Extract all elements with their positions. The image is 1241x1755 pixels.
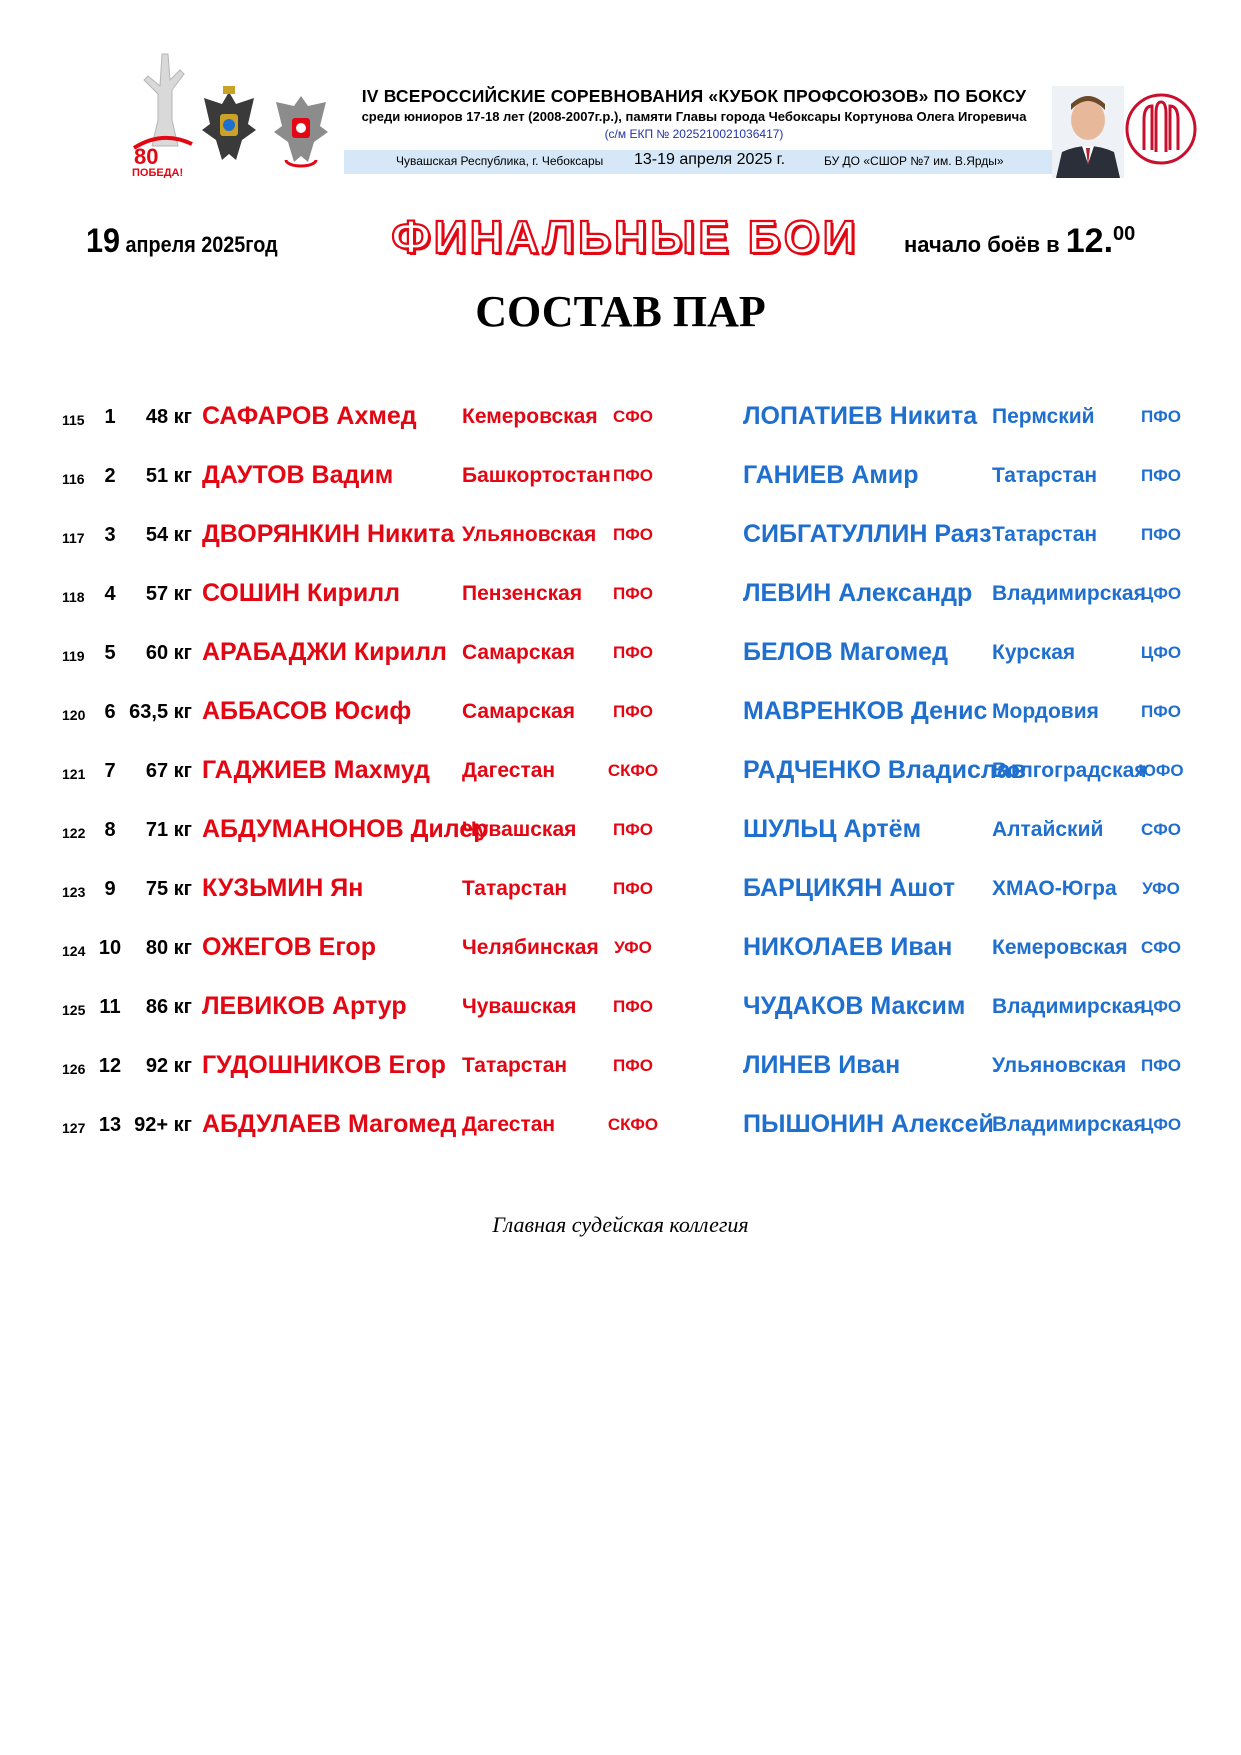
judges-signature: Главная судейская коллегия — [492, 1212, 749, 1237]
blue-corner-name: БАРЦИКЯН Ашот — [743, 874, 955, 902]
red-corner-district: СФО — [612, 407, 653, 426]
red-corner-district: УФО — [614, 938, 652, 957]
red-corner-region: Татарстан — [462, 1054, 568, 1077]
event-place: Чувашская Республика, г. Чебоксары — [396, 154, 604, 168]
red-corner-region: Башкортостан — [462, 464, 611, 487]
blue-corner-region: Пермский — [992, 405, 1095, 428]
bout-number: 125 — [62, 1002, 86, 1018]
blue-corner-name: СИБГАТУЛЛИН Раяз — [743, 520, 992, 548]
bout-number: 121 — [62, 766, 86, 782]
blue-corner-district: ПФО — [1141, 525, 1181, 544]
red-corner-name: АББАСОВ Юсиф — [202, 697, 412, 725]
pair-number: 4 — [104, 583, 116, 605]
pair-row — [0, 933, 1241, 973]
blue-corner-district: ЦФО — [1140, 1115, 1182, 1134]
blue-corner-region: Владимирская — [992, 1113, 1146, 1136]
pair-row — [0, 579, 1241, 619]
red-corner-name: СОШИН Кирилл — [202, 579, 400, 607]
blue-corner-region: Ульяновская — [992, 1054, 1127, 1077]
weight-class: 80 кг — [145, 937, 192, 959]
pair-number: 13 — [98, 1114, 122, 1136]
blue-corner-name: ЛЕВИН Александр — [743, 579, 973, 607]
pair-row — [0, 638, 1241, 678]
pair-number: 10 — [98, 937, 122, 959]
svg-text:ПОБЕДА!: ПОБЕДА! — [132, 167, 184, 178]
red-corner-region: Кемеровская — [462, 405, 598, 428]
pair-number: 9 — [104, 878, 116, 900]
weight-class: 71 кг — [145, 819, 192, 841]
weight-class: 57 кг — [145, 583, 192, 605]
bout-number: 123 — [62, 884, 86, 900]
blue-corner-name: НИКОЛАЕВ Иван — [743, 933, 953, 961]
blue-corner-region: Владимирская — [992, 995, 1146, 1018]
blue-corner-name: ШУЛЬЦ Артём — [743, 815, 922, 843]
bout-number: 126 — [62, 1061, 86, 1077]
blue-corner-region: Татарстан — [992, 464, 1098, 487]
blue-corner-name: ГАНИЕВ Амир — [743, 461, 919, 489]
blue-corner-name: ЛИНЕВ Иван — [743, 1051, 901, 1079]
pair-number: 1 — [104, 406, 116, 428]
blue-corner-region: Курская — [992, 641, 1076, 664]
weight-class: 63,5 кг — [129, 701, 192, 723]
blue-corner-district: ПФО — [1141, 702, 1181, 721]
event-dates: 13-19 апреля 2025 г. — [634, 151, 786, 168]
red-corner-region: Самарская — [462, 700, 575, 723]
red-corner-district: ПФО — [613, 820, 653, 839]
blue-corner-district: ПФО — [1141, 407, 1181, 426]
event-banner — [344, 86, 1052, 146]
bout-date-day: 19 — [86, 222, 121, 260]
bout-number: 119 — [62, 648, 85, 664]
blue-corner-name: РАДЧЕНКО Владислав — [743, 756, 1027, 784]
victory-80-logo — [132, 50, 198, 178]
pair-row — [0, 402, 1241, 442]
blue-corner-district: СФО — [1140, 938, 1181, 957]
red-corner-district: ПФО — [613, 525, 653, 544]
trade-union-logo — [1124, 92, 1198, 166]
blue-corner-district: СФО — [1140, 820, 1181, 839]
coat-of-arms-icon — [196, 84, 262, 170]
blue-corner-region: Волгоградская — [992, 759, 1147, 782]
pair-number: 11 — [99, 996, 121, 1018]
red-corner-district: ПФО — [613, 879, 653, 898]
weight-class: 48 кг — [145, 406, 192, 428]
pair-row — [0, 520, 1241, 560]
red-corner-district: ПФО — [613, 702, 653, 721]
event-title: IV ВСЕРОССИЙСКИЕ СОРЕВНОВАНИЯ «КУБОК ПРОФСОЮЗОВ» ПО БОКСУ — [361, 86, 1027, 106]
blue-corner-region: Мордовия — [992, 700, 1099, 723]
start-time-minutes: 00 — [1113, 222, 1136, 245]
bout-number: 124 — [62, 943, 86, 959]
pair-row — [0, 874, 1241, 914]
pair-row — [0, 992, 1241, 1032]
red-corner-district: ПФО — [613, 997, 653, 1016]
pair-row — [0, 1110, 1241, 1150]
red-corner-name: АБДУМАНОНОВ Дилер — [202, 815, 489, 843]
blue-corner-district: ПФО — [1141, 466, 1181, 485]
pair-row — [0, 1051, 1241, 1091]
red-corner-district: СКФО — [607, 761, 659, 780]
blue-corner-name: БЕЛОВ Магомед — [743, 638, 948, 666]
red-corner-name: КУЗЬМИН Ян — [202, 874, 364, 902]
pair-row — [0, 815, 1241, 855]
weight-class: 54 кг — [145, 524, 192, 546]
red-corner-region: Чувашская — [462, 818, 577, 841]
red-corner-name: САФАРОВ Ахмед — [202, 402, 417, 430]
red-corner-region: Татарстан — [462, 877, 568, 900]
page-heading: СОСТАВ ПАР — [475, 287, 766, 336]
blue-corner-district: ЦФО — [1140, 643, 1182, 662]
bout-number: 117 — [62, 530, 85, 546]
red-corner-district: ПФО — [613, 643, 653, 662]
blue-corner-name: ЧУДАКОВ Максим — [743, 992, 966, 1020]
blue-corner-district: ЦФО — [1140, 584, 1182, 603]
pair-row — [0, 697, 1241, 737]
event-organizer: БУ ДО «СШОР №7 им. В.Ярды» — [824, 154, 1004, 168]
pair-number: 12 — [98, 1055, 122, 1077]
blue-corner-name: МАВРЕНКОВ Денис — [743, 697, 988, 725]
bout-number: 120 — [62, 707, 86, 723]
bout-date — [86, 222, 278, 261]
blue-corner-district: УФО — [1142, 879, 1180, 898]
start-time-hour: 12. — [1065, 222, 1114, 260]
event-subtitle: среди юниоров 17-18 лет (2008-2007г.р.), памяти Главы города Чебоксары Кортунова Олега Игоревича — [361, 109, 1027, 124]
red-corner-district: СКФО — [607, 1115, 659, 1134]
red-corner-region: Пензенская — [462, 582, 583, 605]
pair-number: 8 — [104, 819, 116, 841]
pair-number: 6 — [104, 701, 116, 723]
pair-number: 3 — [104, 524, 116, 546]
start-time — [904, 222, 1135, 261]
red-corner-district: ПФО — [613, 584, 653, 603]
blue-corner-region: ХМАО-Югра — [992, 877, 1117, 900]
blue-corner-name: ЛОПАТИЕВ Никита — [743, 402, 978, 430]
red-corner-region: Дагестан — [462, 1113, 556, 1136]
bout-number: 127 — [62, 1120, 86, 1136]
red-corner-name: ГУДОШНИКОВ Егор — [202, 1051, 446, 1079]
pair-row — [0, 461, 1241, 501]
red-corner-name: ОЖЕГОВ Егор — [202, 933, 376, 961]
bout-number: 115 — [62, 412, 85, 428]
svg-text:80: 80 — [134, 144, 159, 169]
pair-number: 2 — [104, 465, 116, 487]
pair-number: 7 — [104, 760, 116, 782]
pair-row — [0, 756, 1241, 796]
weight-class: 67 кг — [145, 760, 192, 782]
weight-class: 75 кг — [145, 878, 192, 900]
ekp-number: (с/м ЕКП № 2025210021036417) — [604, 127, 784, 141]
portrait-photo — [1052, 86, 1124, 178]
weight-class: 60 кг — [145, 642, 192, 664]
blue-corner-region: Кемеровская — [992, 936, 1128, 959]
blue-corner-district: ЦФО — [1140, 997, 1182, 1016]
red-corner-name: ДВОРЯНКИН Никита — [202, 520, 455, 548]
finals-title: ФИНАЛЬНЫЕ БОИ — [391, 211, 859, 263]
blue-corner-region: Владимирская — [992, 582, 1146, 605]
red-corner-region: Дагестан — [462, 759, 556, 782]
blue-corner-name: ПЫШОНИН Алексей — [743, 1110, 994, 1138]
bout-number: 122 — [62, 825, 86, 841]
weight-class: 92 кг — [145, 1055, 192, 1077]
bout-number: 116 — [62, 471, 85, 487]
red-corner-name: АБДУЛАЕВ Магомед — [202, 1110, 457, 1138]
red-corner-district: ПФО — [613, 466, 653, 485]
event-info-strip — [344, 150, 1052, 174]
blue-corner-district: ПФО — [1141, 1056, 1181, 1075]
ministry-emblem-icon — [270, 90, 332, 170]
red-corner-name: ДАУТОВ Вадим — [202, 461, 394, 489]
pair-number: 5 — [104, 642, 116, 664]
bout-date-rest: апреля 2025год — [120, 232, 278, 257]
red-corner-region: Челябинская — [462, 936, 599, 959]
bout-number: 118 — [62, 589, 85, 605]
red-corner-name: АРАБАДЖИ Кирилл — [202, 638, 447, 666]
weight-class: 92+ кг — [134, 1114, 192, 1136]
blue-corner-region: Татарстан — [992, 523, 1098, 546]
red-corner-region: Ульяновская — [462, 523, 597, 546]
blue-corner-district: ЮФО — [1138, 761, 1184, 780]
red-corner-district: ПФО — [613, 1056, 653, 1075]
red-corner-name: ГАДЖИЕВ Махмуд — [202, 756, 430, 784]
red-corner-region: Чувашская — [462, 995, 577, 1018]
red-corner-name: ЛЕВИКОВ Артур — [202, 992, 407, 1020]
weight-class: 86 кг — [145, 996, 192, 1018]
red-corner-region: Самарская — [462, 641, 575, 664]
weight-class: 51 кг — [145, 465, 192, 487]
start-time-prefix: начало боёв в — [904, 232, 1066, 257]
blue-corner-region: Алтайский — [992, 818, 1104, 841]
